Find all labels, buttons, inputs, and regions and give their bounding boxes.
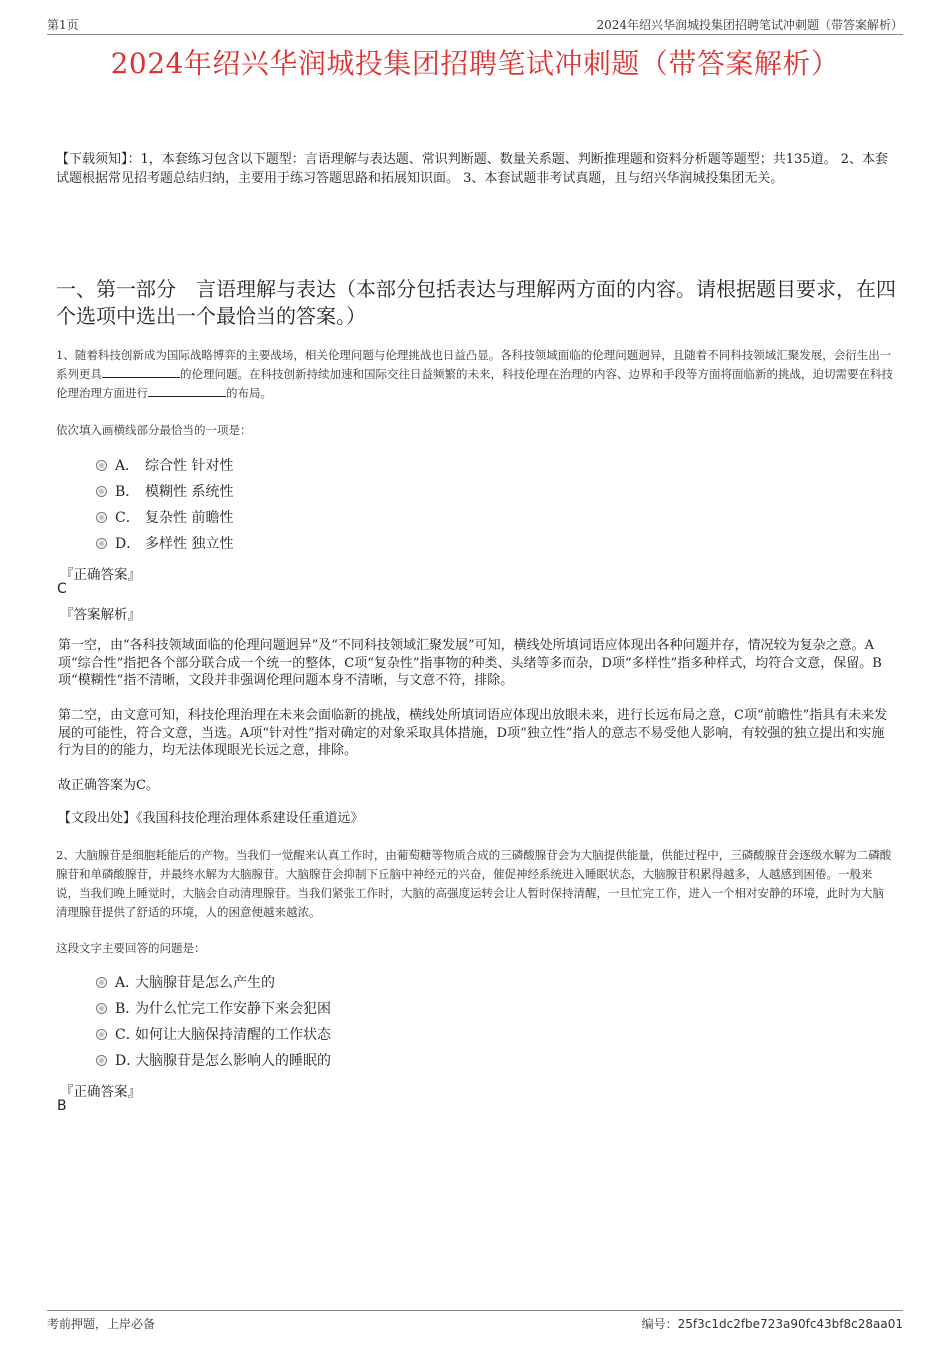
- page-header: [47, 14, 903, 35]
- question-2-option-d[interactable]: D．大脑腺苷是怎么影响人的睡眠的: [96, 1048, 331, 1074]
- document-title: 2024年绍兴华润城投集团招聘笔试冲刺题（带答案解析）: [110, 47, 840, 80]
- question-1-analysis-2: 第二空，由文意可知，科技伦理治理在未来会面临新的挑战，横线处所填词语应体现出放眼未来，进行长远布局之意，C项“前瞻性”指具有未来发展的可能性，符合文意，当选。A项“针对性”指对确定的对象采取具体措施，D项“独立性”指人的意志不易受他人影响，有较强的独立提出和实施行为目的的能力，均无法体现眼光长远之意，排除。: [58, 708, 888, 758]
- footer-code: [642, 1315, 903, 1332]
- radio-icon[interactable]: [96, 1003, 107, 1014]
- question-2-prompt: 这段文字主要回答的问题是：: [56, 941, 206, 955]
- question-1-stem: [56, 346, 894, 403]
- download-notice: 【下载须知】：1，本套练习包含以下题型：言语理解与表达题、常识判断题、数量关系题、判断推理题和资料分析题等题型；共135道。 2、本套试题根据常见招考题总结归纳，主要用于练习答题思路和拓展知识面。 3、本套试题非考试真题，且与绍兴华润城投集团无关。: [56, 152, 888, 186]
- question-1-answer-label: 『正确答案』: [60, 567, 141, 583]
- question-1-analysis-3: 故正确答案为C。: [58, 778, 159, 793]
- question-1-stem-part-b: 的伦理问题。在科技创新持续加速和国际交往日益频繁的未来，科技伦理在治理的内容、边界和手段等方面将面临新的挑战，迫切需要在科技伦理治理方面进行: [56, 367, 893, 400]
- question-1-answer: C: [57, 581, 67, 597]
- question-1-options: [96, 453, 233, 557]
- footer-slogan: 考前押题，上岸必备: [47, 1317, 156, 1331]
- radio-icon[interactable]: [96, 977, 107, 988]
- header-page-number: 第1页: [47, 18, 79, 32]
- fill-blank-1: [102, 365, 180, 378]
- question-1-option-a[interactable]: A． 综合性 针对性: [96, 453, 233, 479]
- fill-blank-2: [148, 384, 226, 397]
- question-1-option-d[interactable]: D． 多样性 独立性: [96, 531, 233, 557]
- radio-icon[interactable]: [96, 1029, 107, 1040]
- radio-icon[interactable]: [96, 460, 107, 471]
- question-2-options: [96, 970, 331, 1074]
- question-1-analysis-label: 『答案解析』: [60, 607, 141, 623]
- section-heading: 一、第一部分 言语理解与表达（本部分包括表达与理解两方面的内容。请根据题目要求，在四个选项中选出一个最恰当的答案。）: [56, 277, 896, 328]
- question-1-prompt: 依次填入画横线部分最恰当的一项是：: [56, 423, 252, 437]
- question-1-stem-part-a: 1、随着科技创新成为国际战略博弈的主要战场，相关伦理问题与伦理挑战也日益凸显。各科技领域面临的伦理问题迥异，且随着不同科技领域汇聚发展，会衍生出一系列更具: [56, 348, 892, 381]
- question-2-option-c[interactable]: C．如何让大脑保持清醒的工作状态: [96, 1022, 331, 1048]
- radio-icon[interactable]: [96, 538, 107, 549]
- question-1-option-c[interactable]: C． 复杂性 前瞻性: [96, 505, 233, 531]
- question-2-option-a[interactable]: A．大脑腺苷是怎么产生的: [96, 970, 331, 996]
- radio-icon[interactable]: [96, 512, 107, 523]
- radio-icon[interactable]: [96, 486, 107, 497]
- question-1-analysis-1: 第一空，由“各科技领域面临的伦理问题迥异”及“不同科技领域汇聚发展”可知，横线处所填词语应体现出各种问题并存，情况较为复杂之意。A项“综合性”指把各个部分联合成一个统一的整体，C项“复杂性”指事物的种类、头绪等多而杂，D项“多样性”指多种样式，均符合文意，保留。B项“模糊性”指不清晰，文段并非强调伦理问题本身不清晰，与文意不符，排除。: [58, 638, 882, 688]
- question-2-option-b[interactable]: B．为什么忙完工作安静下来会犯困: [96, 996, 331, 1022]
- question-2-answer-label: 『正确答案』: [60, 1084, 141, 1100]
- question-1-stem-part-c: 的布局。: [226, 386, 272, 400]
- footer-code-value: 25f3c1dc2fbe723a90fc43bf8c28aa01: [677, 1317, 903, 1331]
- question-1-option-b[interactable]: B． 模糊性 系统性: [96, 479, 233, 505]
- footer-code-label: 编号：: [641, 1317, 678, 1331]
- question-1-source: 【文段出处】《我国科技伦理治理体系建设任重道远》: [58, 811, 364, 826]
- page-footer: [47, 1310, 903, 1331]
- radio-icon[interactable]: [96, 1055, 107, 1066]
- header-document-title: 2024年绍兴华润城投集团招聘笔试冲刺题（带答案解析）: [596, 18, 903, 32]
- question-2-stem: 2、大脑腺苷是细胞耗能后的产物。当我们一觉醒来认真工作时，由葡萄糖等物质合成的三磷酸腺苷会为大脑提供能量，供能过程中，三磷酸腺苷会逐级水解为二磷酸腺苷和单磷酸腺苷，并最终水解为大脑腺苷。大脑腺苷会抑制下丘脑中神经元的兴奋，催促神经系统进入睡眠状态，大脑腺苷积累得越多，人越感到困倦。一般来说，当我们晚上睡觉时，大脑会自动清理腺苷。当我们紧张工作时，大脑的高强度运转会让人暂时保持清醒，一旦忙完工作，进入一个相对安静的环境，此时为大脑清理腺苷提供了舒适的环境，人的困意便越来越浓。: [56, 848, 892, 919]
- question-2-answer: B: [57, 1098, 67, 1114]
